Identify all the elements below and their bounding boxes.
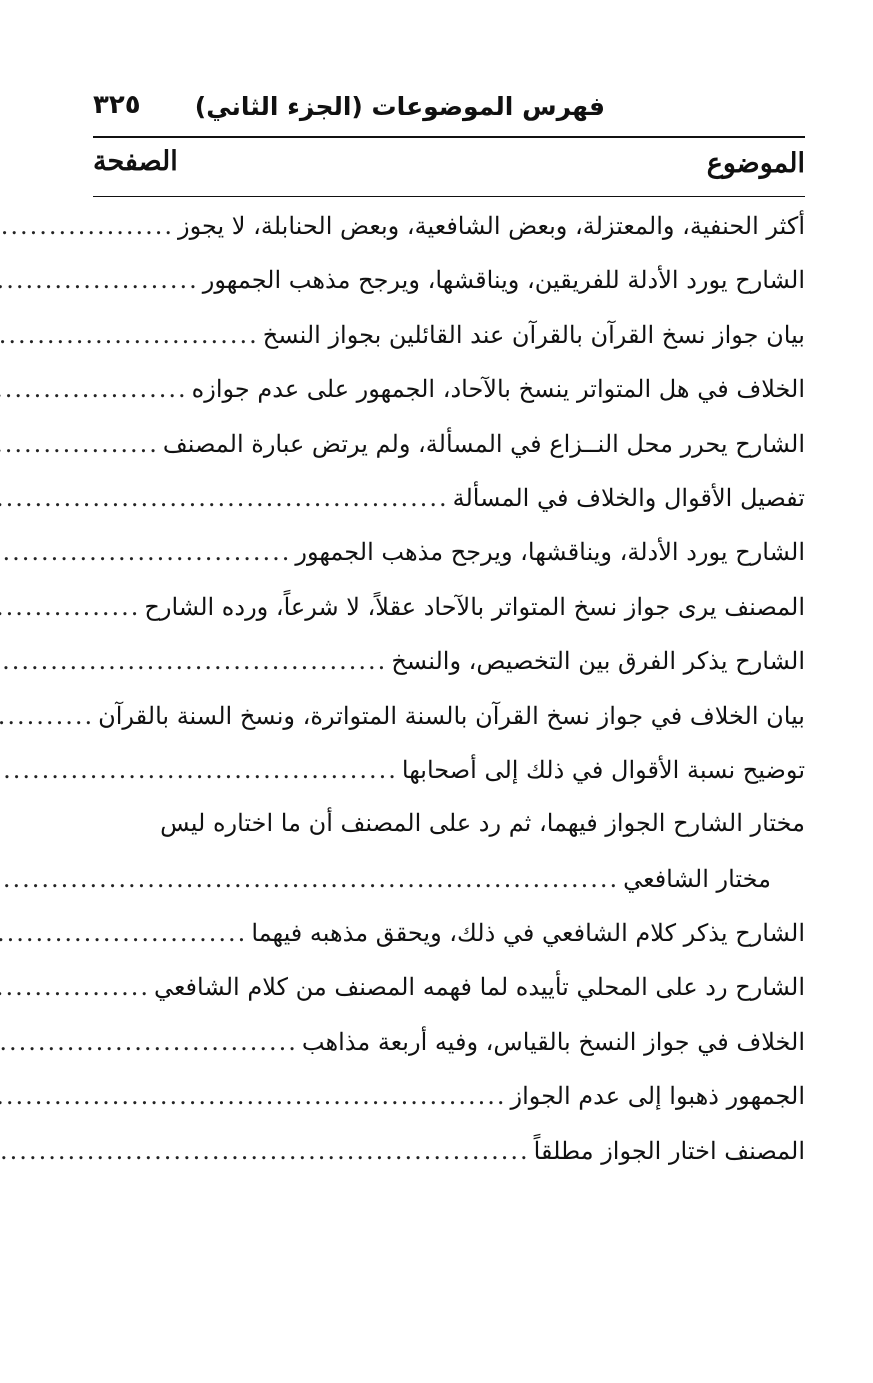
index-entry — [93, 646, 805, 700]
index-entry — [93, 265, 805, 319]
index-entry — [93, 701, 805, 755]
entry-topic: بيان جواز نسخ القرآن بالقرآن عند القائلين بجواز النسخ — [262, 320, 805, 349]
page-number: ٣٢٥ — [93, 90, 141, 120]
leader-dots — [0, 266, 203, 294]
entry-topic: الشارح يذكر كلام الشافعي في ذلك، ويحقق مذهبه فيهما — [251, 919, 805, 948]
index-entry — [93, 592, 805, 646]
leader-dots — [0, 865, 623, 893]
leader-dots — [0, 702, 98, 730]
index-page — [93, 80, 805, 1190]
leader-dots — [0, 756, 402, 784]
leader-dots — [0, 375, 192, 403]
leader-dots — [0, 430, 163, 458]
entry-topic: توضيح نسبة الأقوال في ذلك إلى أصحابها — [401, 755, 805, 784]
entry-topic: المصنف اختار الجواز مطلقاً — [533, 1136, 805, 1165]
leader-dots — [0, 593, 144, 621]
entry-topic: الشارح يورد الأدلة، ويناقشها، ويرجح مذهب الجمهور — [295, 538, 805, 567]
entry-topic: تفصيل الأقوال والخلاف في المسألة — [452, 483, 805, 512]
leader-dots — [0, 484, 453, 512]
index-entry — [93, 429, 805, 483]
leader-dots — [0, 538, 295, 566]
entry-topic: المصنف يرى جواز نسخ المتواتر بالآحاد عقلاً، لا شرعاً، ورده الشارح — [144, 592, 805, 621]
entry-topic: بيان الخلاف في جواز نسخ القرآن بالسنة المتواترة، ونسخ السنة بالقرآن — [98, 701, 805, 730]
index-entry — [93, 374, 805, 428]
index-entry — [93, 918, 805, 972]
index-entry — [93, 537, 805, 591]
running-header — [93, 80, 805, 136]
index-entry — [93, 755, 805, 809]
leader-dots — [0, 919, 251, 947]
index-entry — [93, 1027, 805, 1081]
entry-topic: الخلاف في جواز النسخ بالقياس، وفيه أربعة مذاهب — [301, 1027, 805, 1056]
index-entry — [93, 320, 805, 374]
index-entry — [93, 1136, 805, 1190]
entry-topic: أكثر الحنفية، والمعتزلة، وبعض الشافعية، وبعض الحنابلة، لا يجوز — [178, 212, 805, 240]
column-header-page: الصفحة — [93, 146, 178, 177]
leader-dots — [0, 1082, 511, 1110]
index-entry-continuation — [93, 864, 805, 918]
entry-topic: الجمهور ذهبوا إلى عدم الجواز — [510, 1082, 805, 1111]
entry-topic: مختار الشارح الجواز فيهما، ثم رد على المصنف أن ما اختاره ليس — [160, 809, 805, 838]
index-entry — [93, 483, 805, 537]
leader-dots — [0, 647, 391, 675]
leader-dots — [0, 1137, 534, 1165]
leader-dots — [0, 973, 154, 1001]
entry-topic: الشارح يذكر الفرق بين التخصيص، والنسخ — [391, 647, 805, 676]
entry-topic: الخلاف في هل المتواتر ينسخ بالآحاد، الجمهور على عدم جوازه — [191, 375, 805, 404]
index-entry — [93, 1081, 805, 1135]
entry-topic: الشارح رد على المحلي تأييده لما فهمه المصنف من كلام الشافعي — [153, 973, 805, 1002]
leader-dots — [0, 321, 263, 349]
index-entry — [93, 211, 805, 265]
entry-topic: الشارح يحرر محل النــزاع في المسألة، ولم يرتض عبارة المصنف — [162, 429, 805, 458]
leader-dots — [0, 1028, 302, 1056]
index-entries — [93, 211, 805, 1190]
column-header-topic: الموضوع — [706, 148, 805, 179]
column-header-rule — [93, 196, 805, 197]
running-title: فهرس الموضوعات (الجزء الثاني) — [194, 92, 605, 121]
index-entry — [93, 972, 805, 1026]
entry-topic: الشارح يورد الأدلة للفريقين، ويناقشها، ويرجح مذهب الجمهور — [202, 266, 805, 295]
entry-topic: مختار الشافعي — [623, 864, 771, 893]
column-headers — [93, 138, 805, 196]
index-entry — [93, 809, 805, 863]
leader-dots — [0, 212, 178, 240]
